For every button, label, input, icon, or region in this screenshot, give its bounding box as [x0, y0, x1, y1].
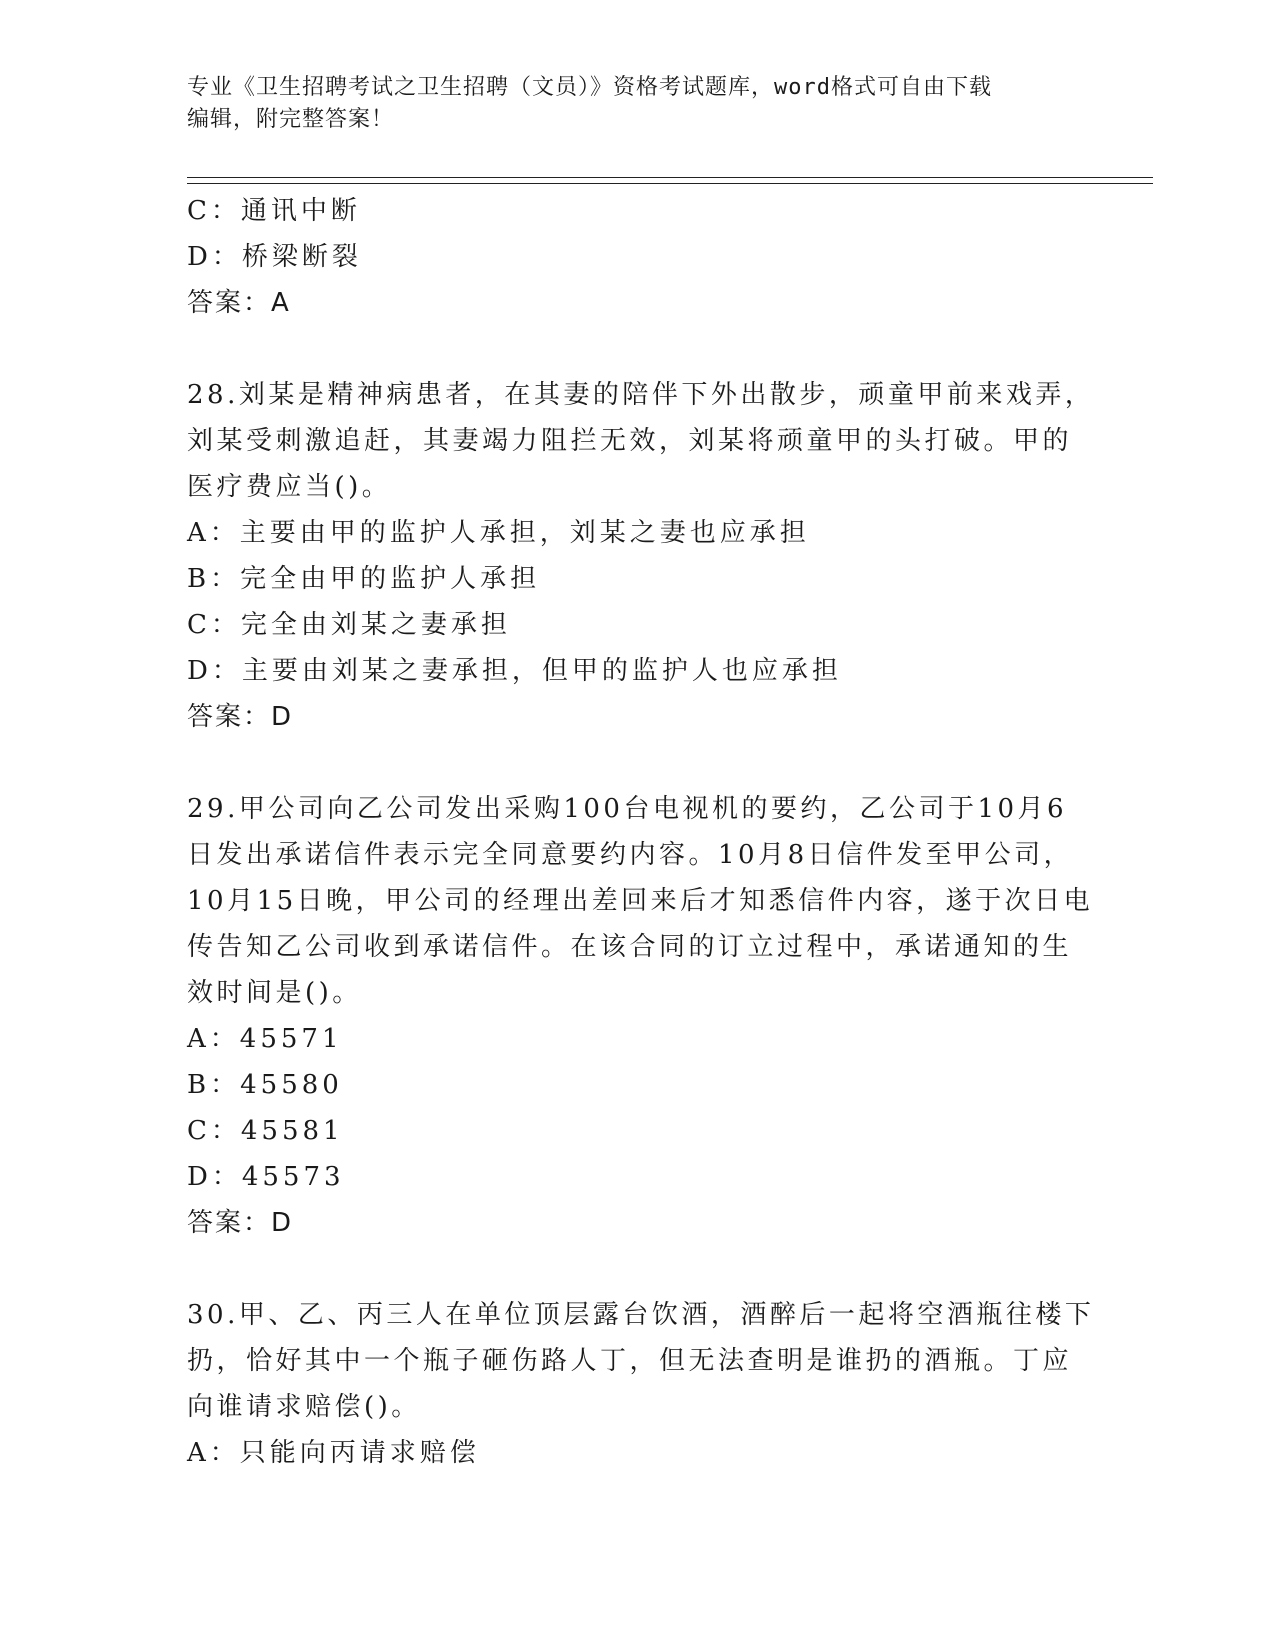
option-c: C：通讯中断: [187, 196, 361, 226]
question-28: [187, 372, 1095, 740]
header-line-1: 专业《卫生招聘考试之卫生招聘（文员）》资格考试题库，word格式可自由下载: [187, 75, 992, 100]
question-29: [187, 786, 1094, 1246]
previous-question-tail: [187, 188, 1087, 326]
question-text: [187, 786, 1094, 1016]
question-text-line: 传告知乙公司收到承诺信件。在该合同的订立过程中，承诺通知的生: [187, 932, 1073, 962]
option-b: B：完全由甲的监护人承担: [187, 564, 541, 594]
option-b: B：45580: [187, 1070, 343, 1100]
spacer: [187, 1246, 1087, 1292]
header-divider-bottom: [187, 183, 1153, 184]
document-body: [187, 188, 1095, 1476]
spacer: [187, 326, 1087, 372]
header-divider-top: [187, 177, 1153, 178]
question-text-line: 扔，恰好其中一个瓶子砸伤路人丁，但无法查明是谁扔的酒瓶。丁应: [187, 1346, 1073, 1376]
header-line-2: 编辑，附完整答案！: [187, 107, 395, 132]
question-text: [187, 1292, 1095, 1430]
question-text: [187, 372, 1095, 510]
question-text-line: 28.刘某是精神病患者，在其妻的陪伴下外出散步，顽童甲前来戏弄，: [187, 380, 1095, 410]
option-a: A：主要由甲的监护人承担，刘某之妻也应承担: [187, 518, 810, 548]
question-text-line: 效时间是()。: [187, 978, 362, 1008]
option-c: C：完全由刘某之妻承担: [187, 610, 511, 640]
question-30: [187, 1292, 1095, 1476]
question-text-line: 10月15日晚，甲公司的经理出差回来后才知悉信件内容，遂于次日电: [187, 886, 1094, 916]
option-c: C：45581: [187, 1116, 344, 1146]
question-text-line: 向谁请求赔偿()。: [187, 1392, 421, 1422]
answer-line: 答案：A: [187, 288, 291, 318]
option-d: D：45573: [187, 1162, 345, 1192]
question-text-line: 刘某受刺激追赶，其妻竭力阻拦无效，刘某将顽童甲的头打破。甲的: [187, 426, 1073, 456]
question-text-line: 医疗费应当()。: [187, 472, 392, 502]
question-text-line: 29.甲公司向乙公司发出采购100台电视机的要约，乙公司于10月6: [187, 794, 1068, 824]
document-header: [187, 72, 1067, 136]
answer-line: 答案：D: [187, 702, 294, 732]
question-text-line: 日发出承诺信件表示完全同意要约内容。10月8日信件发至甲公司，: [187, 840, 1074, 870]
option-a: A：只能向丙请求赔偿: [187, 1438, 480, 1468]
option-d: D：主要由刘某之妻承担，但甲的监护人也应承担: [187, 656, 842, 686]
spacer: [187, 740, 1087, 786]
question-text-line: 30.甲、乙、丙三人在单位顶层露台饮酒，酒醉后一起将空酒瓶往楼下: [187, 1300, 1095, 1330]
option-d: D：桥梁断裂: [187, 242, 362, 272]
option-a: A：45571: [187, 1024, 343, 1054]
answer-line: 答案：D: [187, 1208, 294, 1238]
